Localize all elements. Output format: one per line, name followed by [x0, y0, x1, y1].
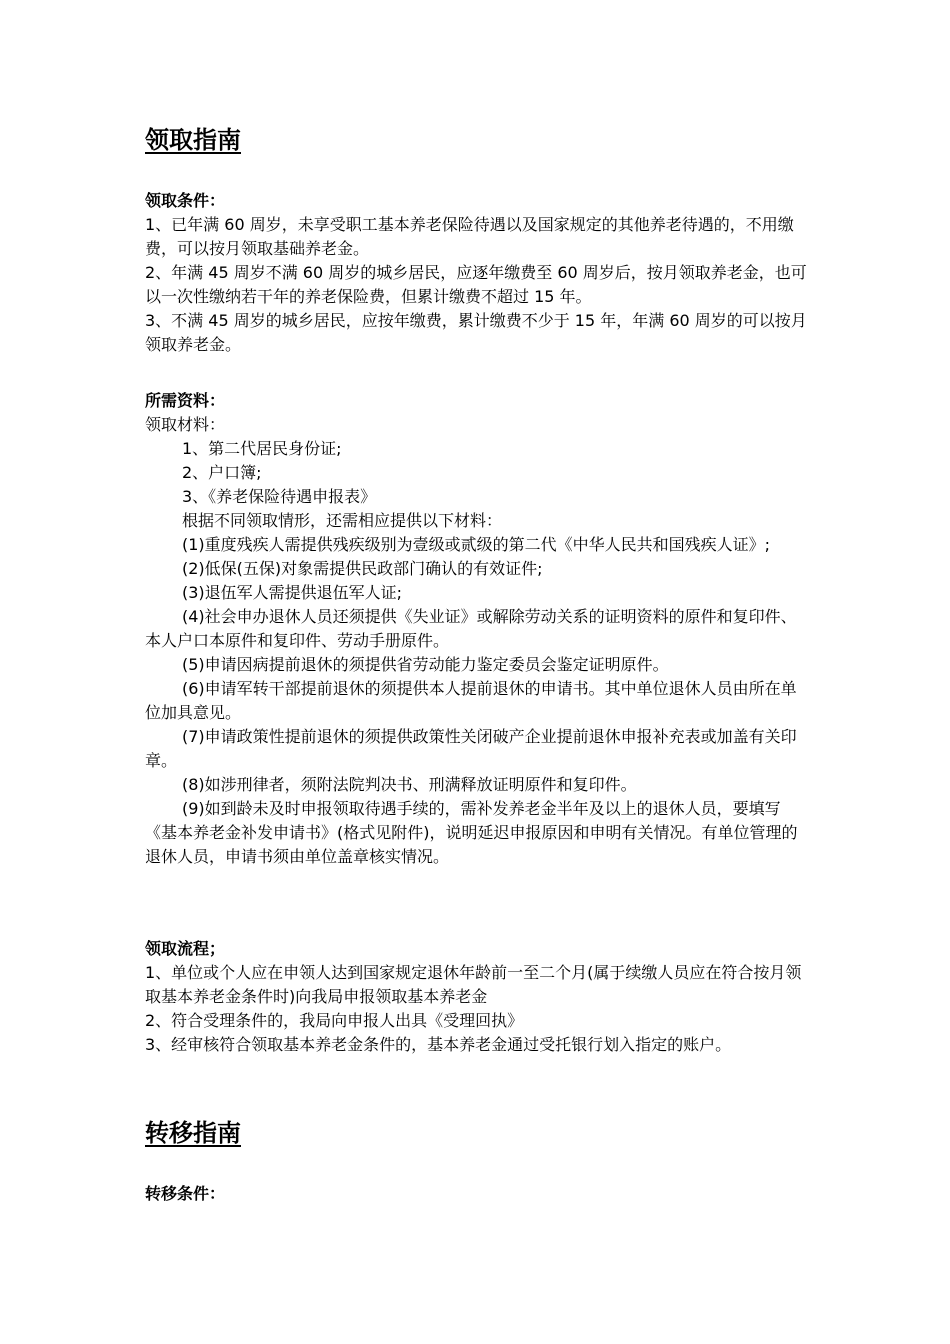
- extra-material-item: (6)申请军转干部提前退休的须提供本人提前退休的申请书。其中单位退休人员由所在单位加具意见。: [145, 679, 797, 722]
- extra-material-item: (3)退伍军人需提供退伍军人证;: [182, 583, 403, 602]
- section-title-claim-guide: 领取指南: [145, 126, 241, 154]
- extra-material-item: (2)低保(五保)对象需提供民政部门确认的有效证件;: [182, 559, 543, 578]
- required-materials-heading: 所需资料：: [145, 391, 226, 410]
- required-materials-block: [145, 389, 810, 869]
- claim-conditions-block: [145, 189, 810, 357]
- claim-condition-item: 2、年满 45 周岁不满 60 周岁的城乡居民，应逐年缴费至 60 周岁后，按月领取养老金，也可以一次性缴纳若干年的养老保险费，但累计缴费不超过 15 年。: [145, 263, 807, 306]
- section-title-transfer-guide: 转移指南: [145, 1119, 241, 1147]
- extra-material-item: (1)重度残疾人需提供残疾级别为壹级或贰级的第二代《中华人民共和国残疾人证》;: [182, 535, 771, 554]
- base-material-item: 2、户口簿;: [182, 463, 262, 482]
- extra-material-item: (7)申请政策性提前退休的须提供政策性关闭破产企业提前退休申报补充表或加盖有关印章。: [145, 727, 797, 770]
- claim-process-item: 3、经审核符合领取基本养老金条件的，基本养老金通过受托银行划入指定的账户。: [145, 1035, 732, 1054]
- base-material-item: 3、《养老保险待遇申报表》: [182, 487, 377, 506]
- extra-material-item: (4)社会申办退休人员还须提供《失业证》或解除劳动关系的证明资料的原件和复印件、本人户口本原件和复印件、劳动手册原件。: [145, 607, 797, 650]
- materials-intro: 领取材料：: [145, 415, 226, 434]
- transfer-conditions-block: [145, 1182, 810, 1206]
- claim-conditions-heading: 领取条件：: [145, 191, 226, 210]
- transfer-conditions-heading: 转移条件：: [145, 1184, 226, 1203]
- claim-process-item: 1、单位或个人应在申领人达到国家规定退休年龄前一至二个月(属于续缴人员应在符合按月领取基本养老金条件时)向我局申报领取基本养老金: [145, 963, 802, 1006]
- claim-process-block: [145, 937, 810, 1057]
- base-material-item: 1、第二代居民身份证;: [182, 439, 342, 458]
- claim-condition-item: 3、不满 45 周岁的城乡居民，应按年缴费，累计缴费不少于 15 年，年满 60 周岁的可以按月领取养老金。: [145, 311, 807, 354]
- claim-process-item: 2、符合受理条件的，我局向申报人出具《受理回执》: [145, 1011, 524, 1030]
- claim-condition-item: 1、已年满 60 周岁，未享受职工基本养老保险待遇以及国家规定的其他养老待遇的，不用缴费，可以按月领取基础养老金。: [145, 215, 794, 258]
- extra-material-item: (8)如涉刑律者，须附法院判决书、刑满释放证明原件和复印件。: [182, 775, 637, 794]
- claim-process-heading: 领取流程；: [145, 939, 226, 958]
- extra-material-item: (5)申请因病提前退休的须提供省劳动能力鉴定委员会鉴定证明原件。: [182, 655, 669, 674]
- extra-material-item: (9)如到龄未及时申报领取待遇手续的，需补发养老金半年及以上的退休人员，要填写《基本养老金补发申请书》(格式见附件)，说明延迟申报原因和申明有关情况。有单位管理的退休人员，申请书须由单位盖章核实情况。: [145, 799, 798, 866]
- extra-materials-intro: 根据不同领取情形，还需相应提供以下材料：: [182, 511, 503, 530]
